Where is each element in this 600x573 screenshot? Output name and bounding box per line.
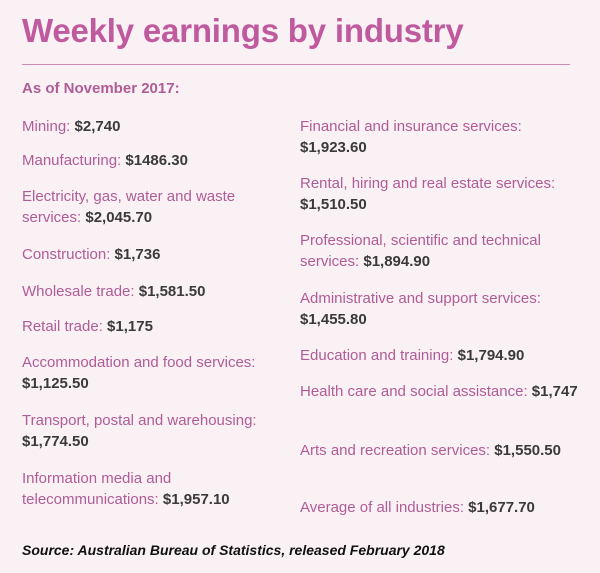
earnings-value: $1,125.50 [22,375,89,392]
earnings-value: $1,581.50 [138,283,206,300]
earnings-value: $1,894.90 [363,253,431,270]
earnings-item [300,230,590,272]
industry-name: Professional, scientific and technical services: [300,232,541,270]
earnings-item [300,497,590,518]
industry-name: Education and training: [300,347,458,364]
earnings-value: $1486.30 [125,152,188,169]
industry-name: Wholesale trade: [22,283,139,300]
earnings-value: $1,923.60 [300,139,367,156]
earnings-value: $2,740 [74,118,121,135]
industry-name: Financial and insurance services: [300,118,522,135]
earnings-item [300,381,590,402]
earnings-item [22,316,292,337]
earnings-item [22,410,292,452]
earnings-item [300,440,590,461]
industry-name: Manufacturing: [22,152,126,169]
industry-name: Arts and recreation services: [300,442,495,459]
industry-name: Mining: [22,118,75,135]
title-divider [22,64,570,65]
industry-name: Accommodation and food services: [22,354,256,371]
earnings-value: $1,747 [531,383,578,400]
earnings-item [300,288,590,330]
page-title: Weekly earnings by industry [22,12,464,49]
industry-name: Rental, hiring and real estate services: [300,175,556,192]
earnings-item [300,173,590,215]
earnings-item [22,150,292,171]
earnings-value: $1,774.50 [22,433,89,450]
earnings-value: $1,455.80 [300,311,367,328]
as-of-subtitle: As of November 2017: [22,80,180,97]
earnings-value: $1,677.70 [468,499,535,516]
earnings-item [22,468,292,510]
industry-name: Construction: [22,246,115,263]
industry-name: Administrative and support services: [300,290,541,307]
earnings-value: $1,175 [107,318,153,335]
earnings-item [300,116,590,158]
industry-name: Transport, postal and warehousing: [22,412,257,429]
earnings-value: $1,794.90 [457,347,525,364]
earnings-value: $1,736 [114,246,161,263]
industry-name: Electricity, gas, water and waste services: [22,188,236,226]
earnings-item [300,345,590,366]
earnings-item [22,116,292,137]
earnings-value: $2,045.70 [85,209,153,226]
industry-name: Health care and social assistance: [300,383,532,400]
source-citation: Source: Australian Bureau of Statistics, released February 2018 [22,542,445,558]
earnings-value: $1,550.50 [494,442,561,459]
earnings-item [22,281,292,302]
earnings-item [22,186,292,228]
industry-name: Average of all industries: [300,499,469,516]
industry-name: Retail trade: [22,318,108,335]
earnings-item [22,244,292,265]
earnings-item [22,352,292,394]
earnings-value: $1,510.50 [300,196,367,213]
earnings-value: $1,957.10 [162,491,230,508]
industry-name: Information media and telecommunications: [22,470,172,508]
